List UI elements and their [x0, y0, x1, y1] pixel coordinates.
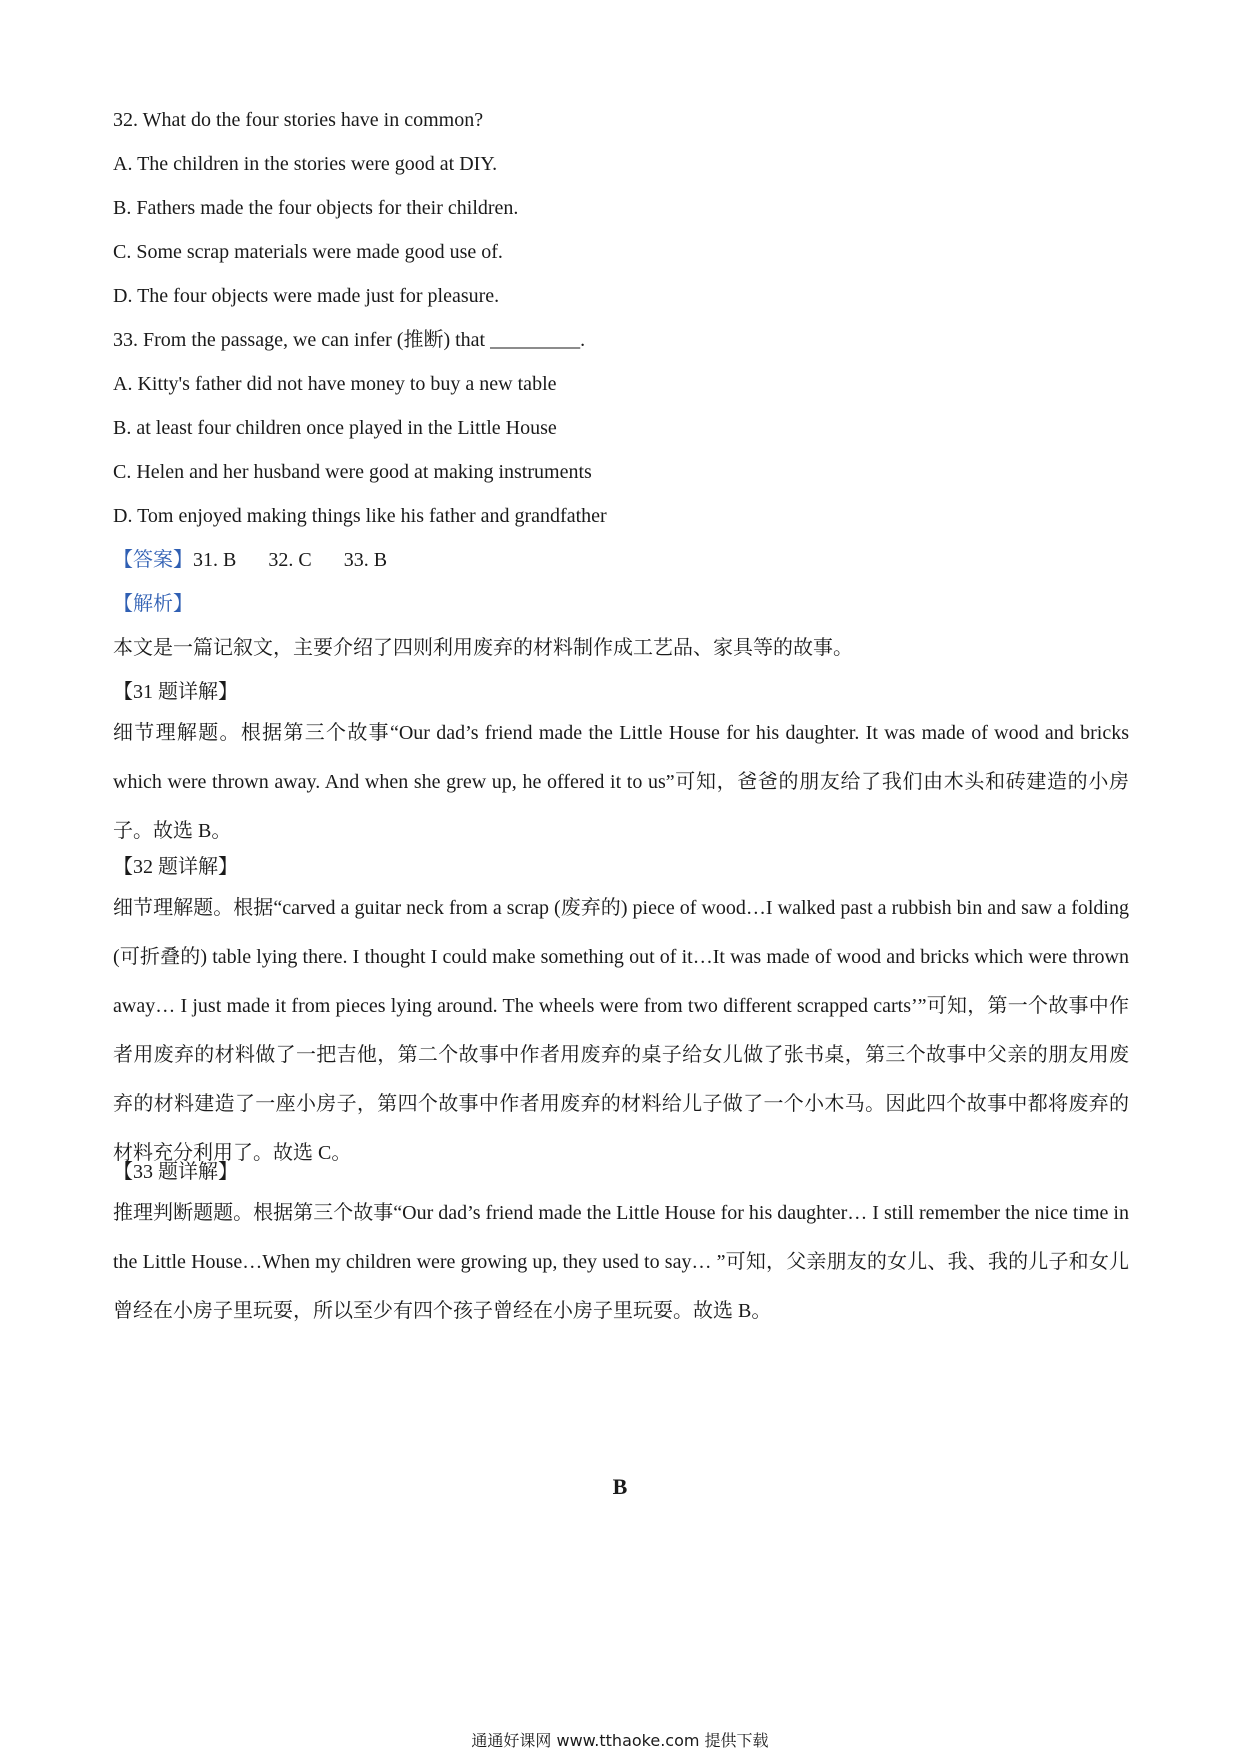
answer-item-33: 33. B — [343, 549, 388, 571]
question-33-option-a: A. Kitty's father did not have money to buy a new table — [113, 373, 557, 395]
section-b-heading: B — [612, 1474, 628, 1499]
analysis-33-body: 推理判断题题。根据第三个故事“Our dad’s friend made the Little House for his daughter… I still remember the nice time in the Little House…When my children were growing up, they used to say… ”可知，父亲朋友的女儿、我、我的儿子和女儿曾经在小房子里玩耍，所以至少有四个孩子曾经在小房子里玩耍。故选 B。 — [113, 1202, 1129, 1322]
analysis-summary: 本文是一篇记叙文，主要介绍了四则利用废弃的材料制作成工艺品、家具等的故事。 — [113, 637, 853, 659]
question-33-option-d: D. Tom enjoyed making things like his father and grandfather — [113, 505, 607, 527]
question-33-option-b: B. at least four children once played in the Little House — [113, 417, 557, 439]
question-32-option-c: C. Some scrap materials were made good use of. — [113, 241, 503, 263]
analysis-33-heading: 【33 题详解】 — [113, 1161, 238, 1183]
question-33-option-c: C. Helen and her husband were good at making instruments — [113, 461, 592, 483]
analysis-32-body: 细节理解题。根据“carved a guitar neck from a scrap (废弃的) piece of wood…I walked past a rubbish bin and saw a folding (可折叠的) table lying there. I thought I could make something out of it…It was made of wood and bricks which were thrown away… I just made it from pieces lying around. The wheels were from two different scrapped carts’”可知，第一个故事中作者用废弃的材料做了一把吉他，第二个故事中作者用废弃的桌子给女儿做了张书桌，第三个故事中父亲的朋友用废弃的材料建造了一座小房子，第四个故事中作者用废弃的材料给儿子做了一个小木马。因此四个故事中都将废弃的材料充分利用了。故选 C。 — [113, 897, 1129, 1164]
analysis-label: 【解析】 — [113, 593, 193, 615]
question-32-option-b: B. Fathers made the four objects for their children. — [113, 197, 519, 219]
question-33-stem: 33. From the passage, we can infer (推断) that _________. — [113, 329, 586, 351]
analysis-31-body: 细节理解题。根据第三个故事“Our dad’s friend made the Little House for his daughter. It was made of wood and bricks which were thrown away. And when she grew up, he offered it to us”可知，爸爸的朋友给了我们由木头和砖建造的小房子。故选 B。 — [113, 722, 1129, 842]
answer-line — [113, 546, 387, 574]
answer-item-31: 31. B — [193, 549, 237, 571]
question-32-option-a: A. The children in the stories were good at DIY. — [113, 153, 498, 175]
answer-label: 【答案】 — [113, 549, 193, 571]
question-32-option-d: D. The four objects were made just for pleasure. — [113, 285, 500, 307]
question-32-stem: 32. What do the four stories have in common? — [113, 109, 484, 131]
analysis-31-heading: 【31 题详解】 — [113, 681, 238, 703]
page-footer: 通通好课网 www.tthaoke.com 提供下载 — [471, 1731, 769, 1750]
analysis-32-heading: 【32 题详解】 — [113, 856, 238, 878]
answer-item-32: 32. C — [268, 549, 312, 571]
